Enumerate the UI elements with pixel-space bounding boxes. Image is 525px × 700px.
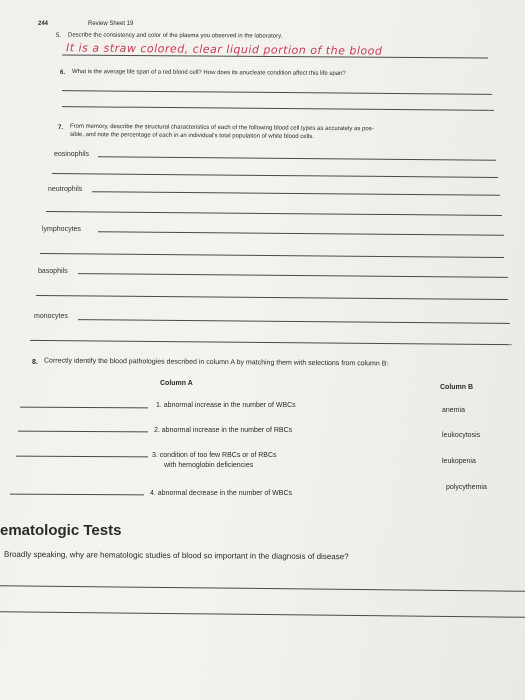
- column-b-item-anemia: anemia: [442, 407, 465, 414]
- column-b-header: Column B: [440, 384, 474, 391]
- cell-label-basophils: basophils: [38, 268, 68, 275]
- section-title: ematologic Tests: [0, 522, 122, 539]
- q8-number: 8.: [32, 359, 38, 366]
- q7-question-line1: From memory, describe the structural characteristics of each of the following blood cell types as accurately as pos-: [69, 123, 374, 133]
- section-answer-line-1: [0, 585, 525, 591]
- lymphocytes-line-1: [98, 231, 504, 236]
- column-b-item-leukopenia: leukopenia: [442, 458, 476, 465]
- q6-answer-line-2: [62, 106, 494, 111]
- q8-question: Correctly identify the blood pathologies described in column A by matching them with selections from column B:: [43, 357, 389, 368]
- column-b-item-polycythemia: polycythemia: [446, 484, 487, 491]
- q7-number: 7.: [58, 125, 64, 131]
- column-a-item-2: 2. abnormal increase in the number of RBCs: [154, 427, 293, 434]
- monocytes-line-2: [30, 340, 512, 345]
- q5-question: Describe the consistency and color of the plasma you observed in the laboratory.: [67, 32, 283, 40]
- neutrophils-line-1: [92, 191, 500, 196]
- column-a-item-4: 4. abnormal decrease in the number of WBCs: [150, 490, 293, 497]
- q7-question-line2: sible, and note the percentage of each in an individual's total population of white blood cells.: [69, 131, 315, 141]
- lymphocytes-line-2: [40, 253, 504, 258]
- basophils-line-2: [36, 295, 508, 300]
- monocytes-line-1: [78, 319, 510, 324]
- column-a-item-3: 3. condition of too few RBCs or of RBCs: [152, 452, 277, 459]
- cell-label-monocytes: monocytes: [34, 313, 68, 320]
- section-question: Broadly speaking, why are hematologic studies of blood so important in the diagnosis of disease?: [3, 549, 349, 562]
- q8-item2-blank: [18, 431, 148, 433]
- q6-number: 6.: [60, 70, 66, 76]
- q5-handwritten-answer: It is a straw colored, clear liquid portion of the blood: [65, 41, 383, 58]
- eosinophils-line-1: [98, 156, 496, 160]
- basophils-line-1: [78, 273, 508, 278]
- column-b-item-leukocytosis: leukocytosis: [442, 432, 481, 439]
- column-a-item-1: 1. abnormal increase in the number of WBCs: [156, 402, 296, 409]
- q6-answer-line-1: [62, 90, 492, 95]
- q8-item4-blank: [10, 494, 144, 496]
- cell-label-eosinophils: eosinophils: [54, 151, 90, 158]
- q5-number: 5.: [56, 33, 62, 39]
- sheet-title: Review Sheet 19: [88, 21, 134, 27]
- page-number: 244: [38, 21, 49, 27]
- eosinophils-line-2: [52, 173, 498, 178]
- column-a-item-3-cont: with hemoglobin deficiencies: [164, 462, 254, 469]
- section-answer-line-2: [0, 611, 525, 617]
- q8-item3-blank: [16, 456, 148, 458]
- q6-question: What is the average life span of a red blood cell? How does its anucleate condition affect this life span?: [71, 69, 346, 77]
- neutrophils-line-2: [46, 211, 502, 216]
- cell-label-neutrophils: neutrophils: [48, 186, 83, 193]
- column-a-header: Column A: [160, 380, 193, 387]
- q5-answer-line: [62, 55, 488, 59]
- q8-item1-blank: [20, 407, 148, 409]
- cell-label-lymphocytes: lymphocytes: [42, 226, 81, 233]
